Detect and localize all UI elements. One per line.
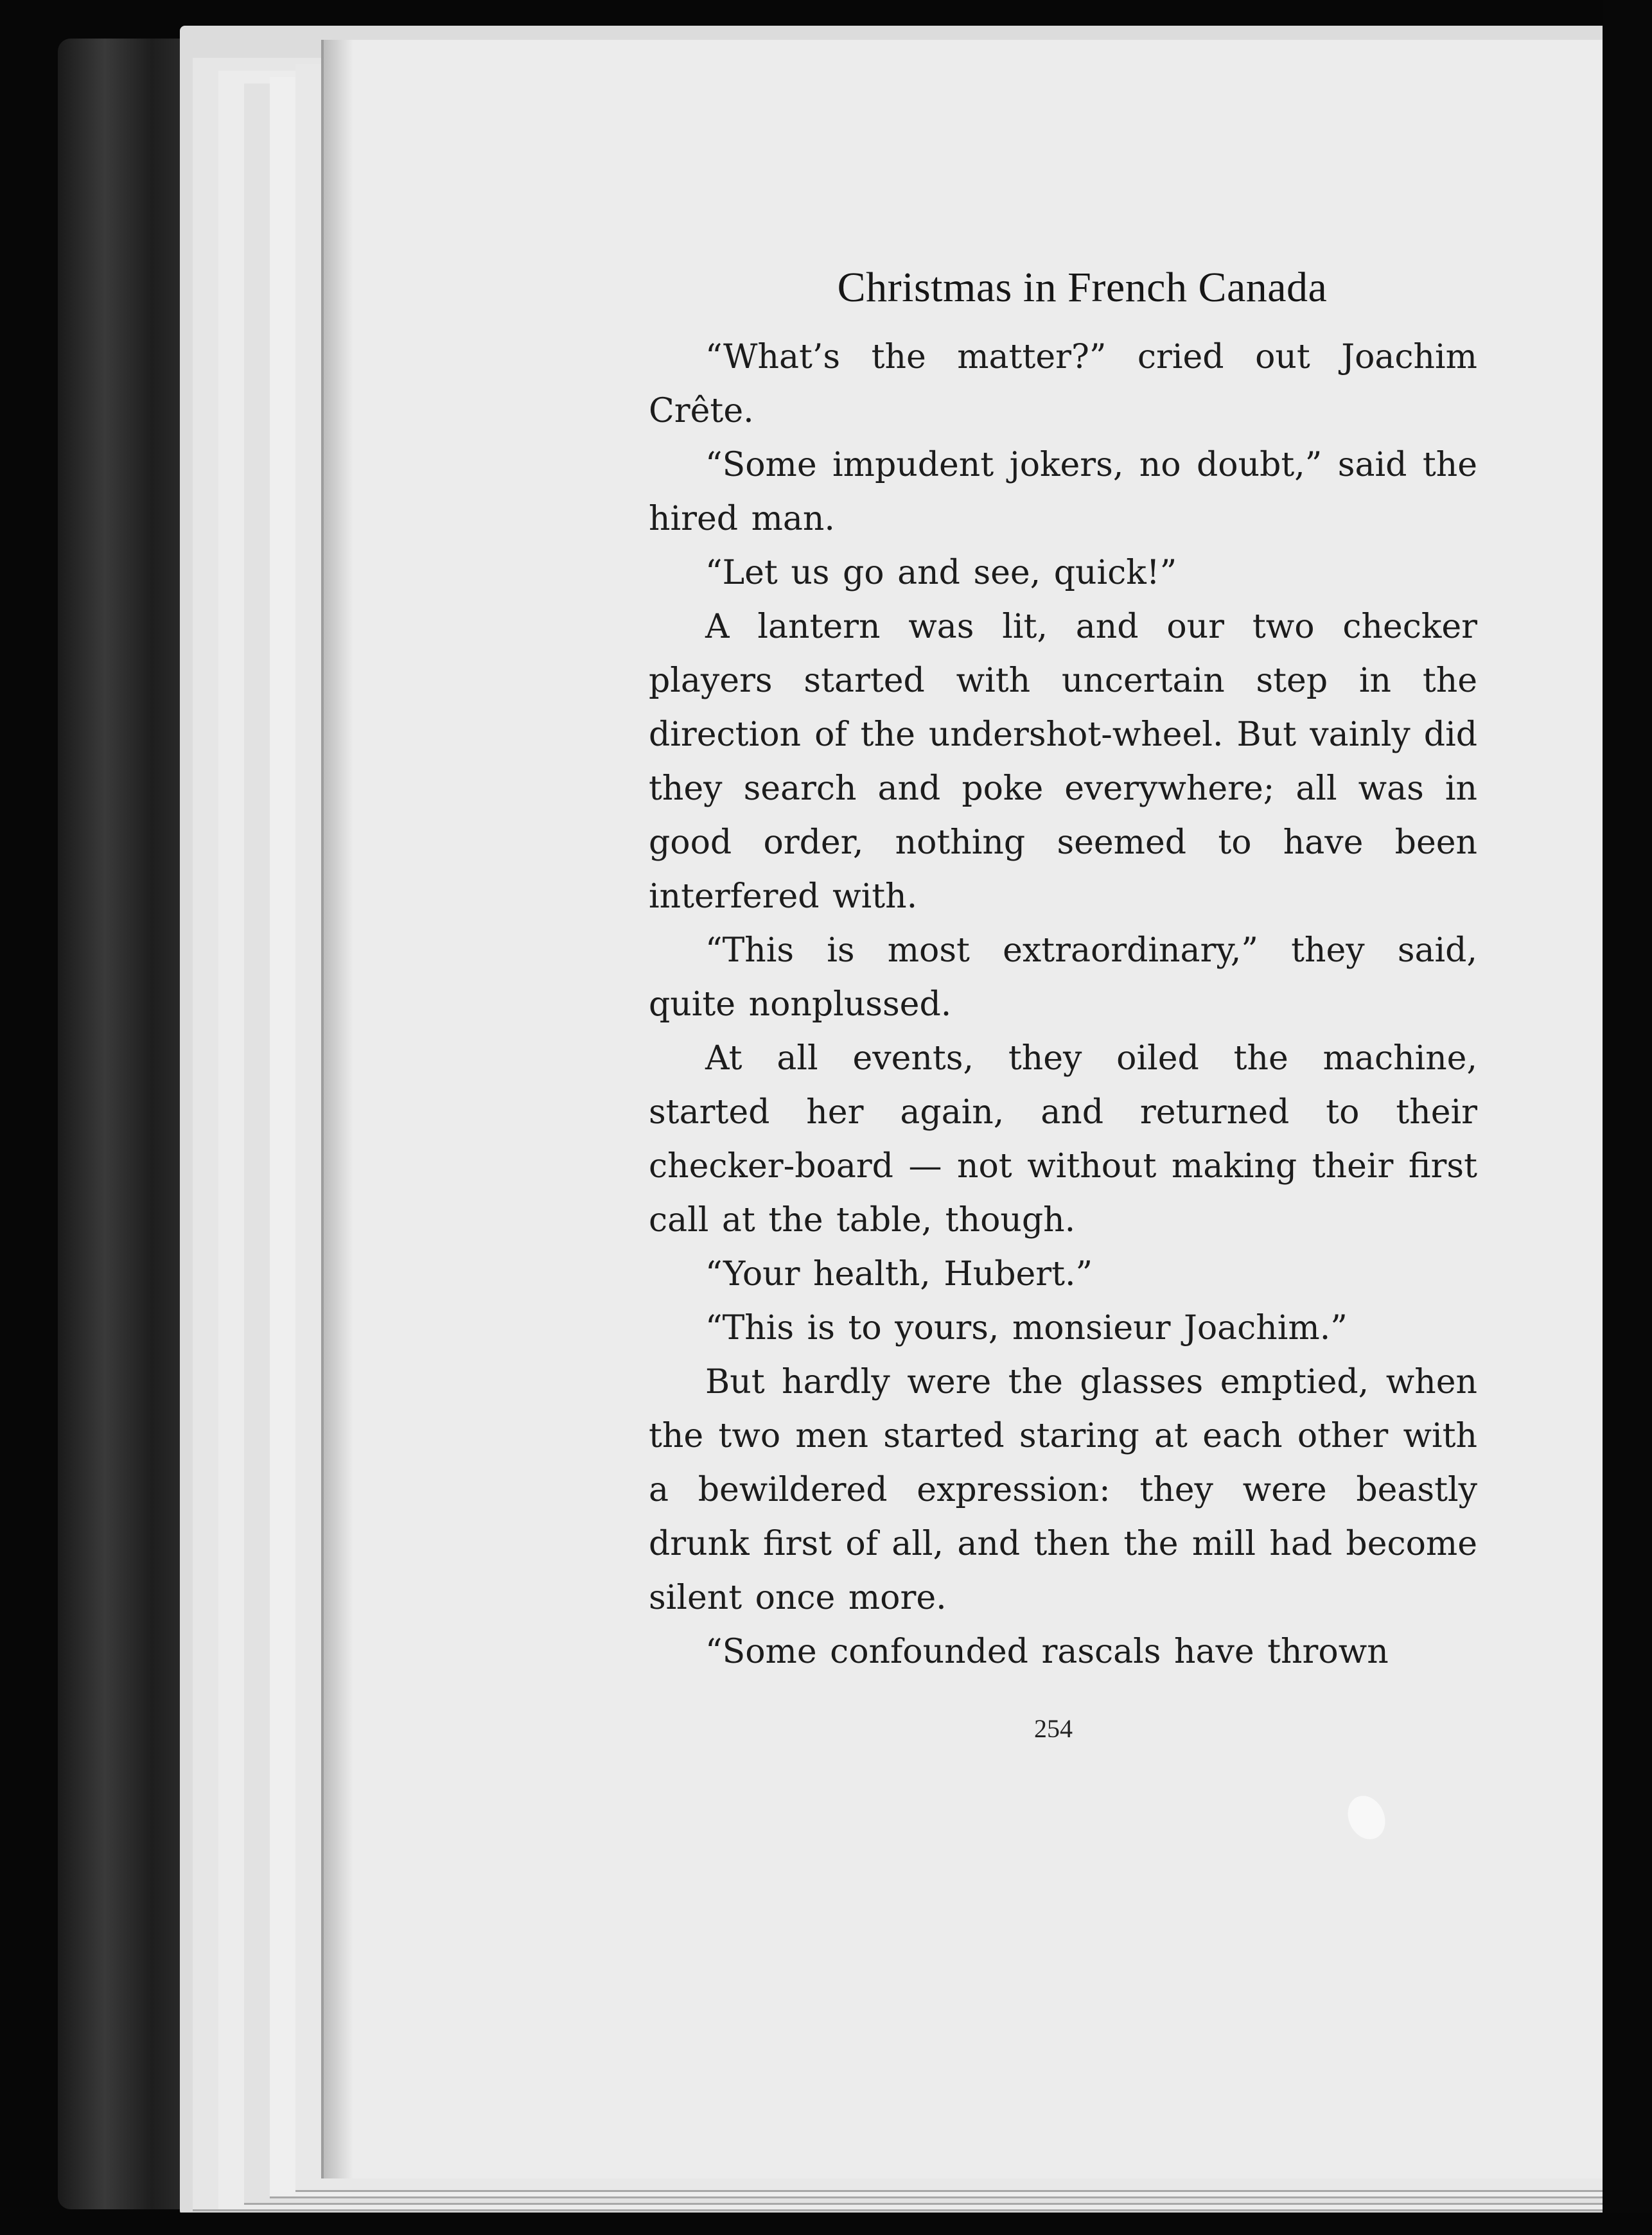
paragraph: But hardly were the glasses emptied, when the two men started staring at each other with a bewildered expression: they were beastly drunk first of all, and then the mill had become silent once more. (649, 1363, 1477, 1617)
background-top (0, 0, 1652, 26)
running-head: Christmas in French Canada (837, 264, 1328, 311)
paragraph: “Your health, Hubert.” (705, 1255, 1093, 1293)
paragraph: “What’s the matter?” cried out Joachim Crête. (649, 338, 1477, 430)
paragraph: A lantern was lit, and our two checker players started with uncertain step in the direction of the undershot-wheel. But vainly did they search and poke everywhere; all was in good order, nothing seemed to have been interfered with. (649, 608, 1477, 916)
page-number: 254 (1034, 1714, 1073, 1743)
gutter-shadow (321, 40, 353, 2178)
paragraph: “Some confounded rascals have thrown (705, 1633, 1389, 1671)
page-text (649, 263, 1477, 1679)
paragraph: “This is most extraordinary,” they said, quite nonplussed. (649, 931, 1477, 1024)
background-right (1603, 0, 1652, 2235)
paragraph: “Some impudent jokers, no doubt,” said the hired man. (649, 446, 1477, 538)
paragraph: At all events, they oiled the machine, started her again, and returned to their checker-board — not without making their first call at the table, though. (649, 1039, 1477, 1240)
paragraph: “This is to yours, monsieur Joachim.” (705, 1309, 1348, 1347)
paragraph: “Let us go and see, quick!” (705, 554, 1177, 592)
background-bottom (0, 2213, 1652, 2235)
